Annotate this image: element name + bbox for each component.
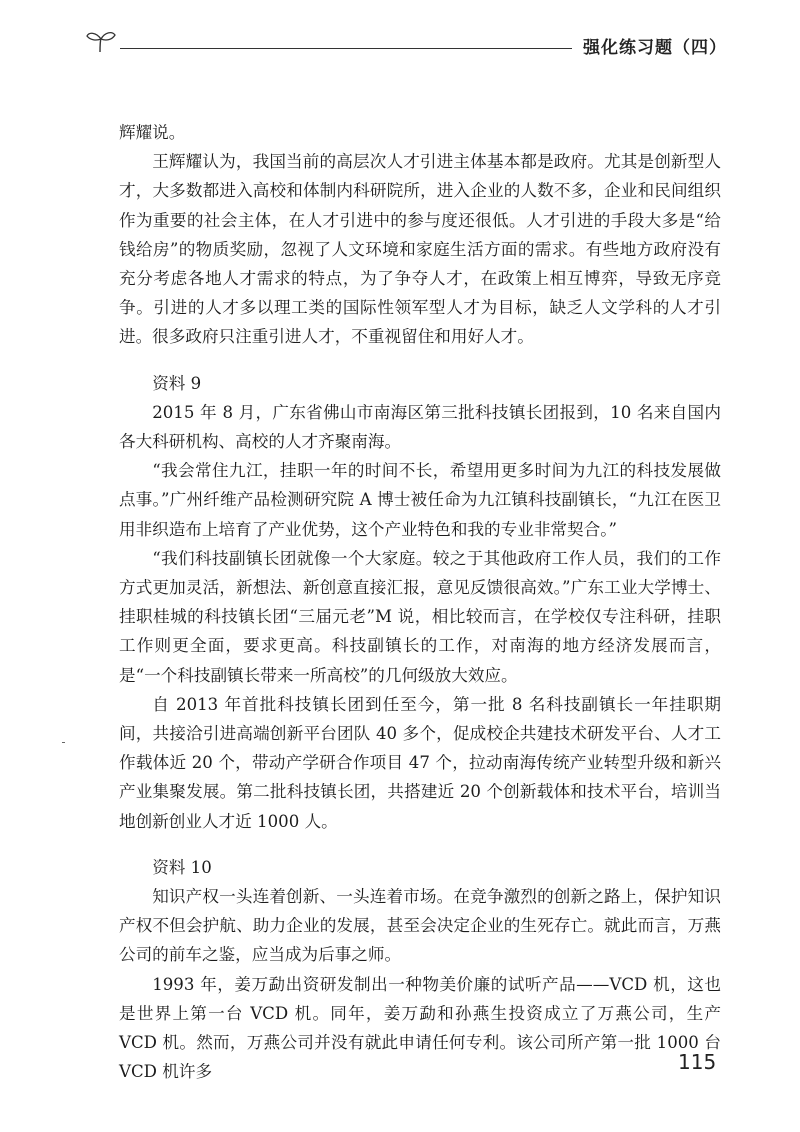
- section-title: 强化练习题（四）: [583, 38, 727, 58]
- paragraph: 王辉耀认为，我国当前的高层次人才引进主体基本都是政府。尤其是创新型人才，大多数都进入高校和体制内科研院所，进入企业的人数不多，企业和民间组织作为重要的社会主体，在人才引进中的参与度还很低。人才引进的手段大多是“给钱给房”的物质奖励，忽视了人文环境和家庭生活方面的需求。有些地方政府没有充分考虑各地人才需求的特点，为了争夺人才，在政策上相互博弈，导致无序竞争。引进的人才多以理工类的国际性领军型人才为目标，缺乏人文学科的人才引进。很多政府只注重引进人才，不重视留住和用好人才。: [119, 152, 721, 347]
- paragraph: 知识产权一头连着创新、一头连着市场。在竞争激烈的创新之路上，保护知识产权不但会护航、助力企业的发展，甚至会决定企业的生死存亡。就此而言，万燕公司的前车之鉴，应当成为后事之师。: [119, 887, 721, 965]
- page-body: [119, 118, 721, 1087]
- paragraph: “我们科技副镇长团就像一个大家庭。较之于其他政府工作人员，我们的工作方式更加灵活，新想法、新创意直接汇报，意见反馈很高效。”广东工业大学博士、挂职桂城的科技镇长团“三届元老”M 说，相比较而言，在学校仅专注科研，挂职工作则更全面，要求更高。科技副镇长的工作，对南海的地方经济发展而言，是“一个科技副镇长带来一所高校”的几何级放大效应。: [119, 548, 721, 685]
- paragraph: 自 2013 年首批科技镇长团到任至今，第一批 8 名科技副镇长一年挂职期间，共接洽引进高端创新平台团队 40 多个，促成校企共建技术研发平台、人才工作载体近 20 个，带动产学研合作项目 47 个，拉动南海传统产业转型升级和新兴产业集聚发展。第二批科技镇长团，共搭建近 20 个创新载体和技术平台，培训当地创新创业人才近 1000 人。: [119, 694, 721, 831]
- sprout-icon: [84, 28, 118, 54]
- paragraph: “我会常住九江，挂职一年的时间不长，希望用更多时间为九江的科技发展做点事。”广州纤维产品检测研究院 A 博士被任命为九江镇科技副镇长，“九江在医卫用非织造布上培育了产业优势，这个产业特色和我的专业非常契合。”: [119, 461, 721, 539]
- margin-mark: [62, 742, 65, 743]
- material-heading-10: 资料 10: [152, 857, 212, 877]
- page-number: 115: [678, 1050, 717, 1074]
- paragraph: 2015 年 8 月，广东省佛山市南海区第三批科技镇长团报到，10 名来自国内各大科研机构、高校的人才齐聚南海。: [119, 402, 721, 452]
- material-heading-9: 资料 9: [152, 373, 202, 393]
- paragraph-continuation: 辉耀说。: [119, 123, 186, 142]
- header-rule: [120, 48, 572, 49]
- paragraph: 1993 年，姜万勐出资研发制出一种物美价廉的试听产品——VCD 机，这也是世界上第一台 VCD 机。同年，姜万勐和孙燕生投资成立了万燕公司，生产 VCD 机。然而，万燕公司并没有就此申请任何专利。该公司所产第一批 1000 台 VCD 机许多: [119, 974, 721, 1082]
- page-header: [0, 0, 800, 70]
